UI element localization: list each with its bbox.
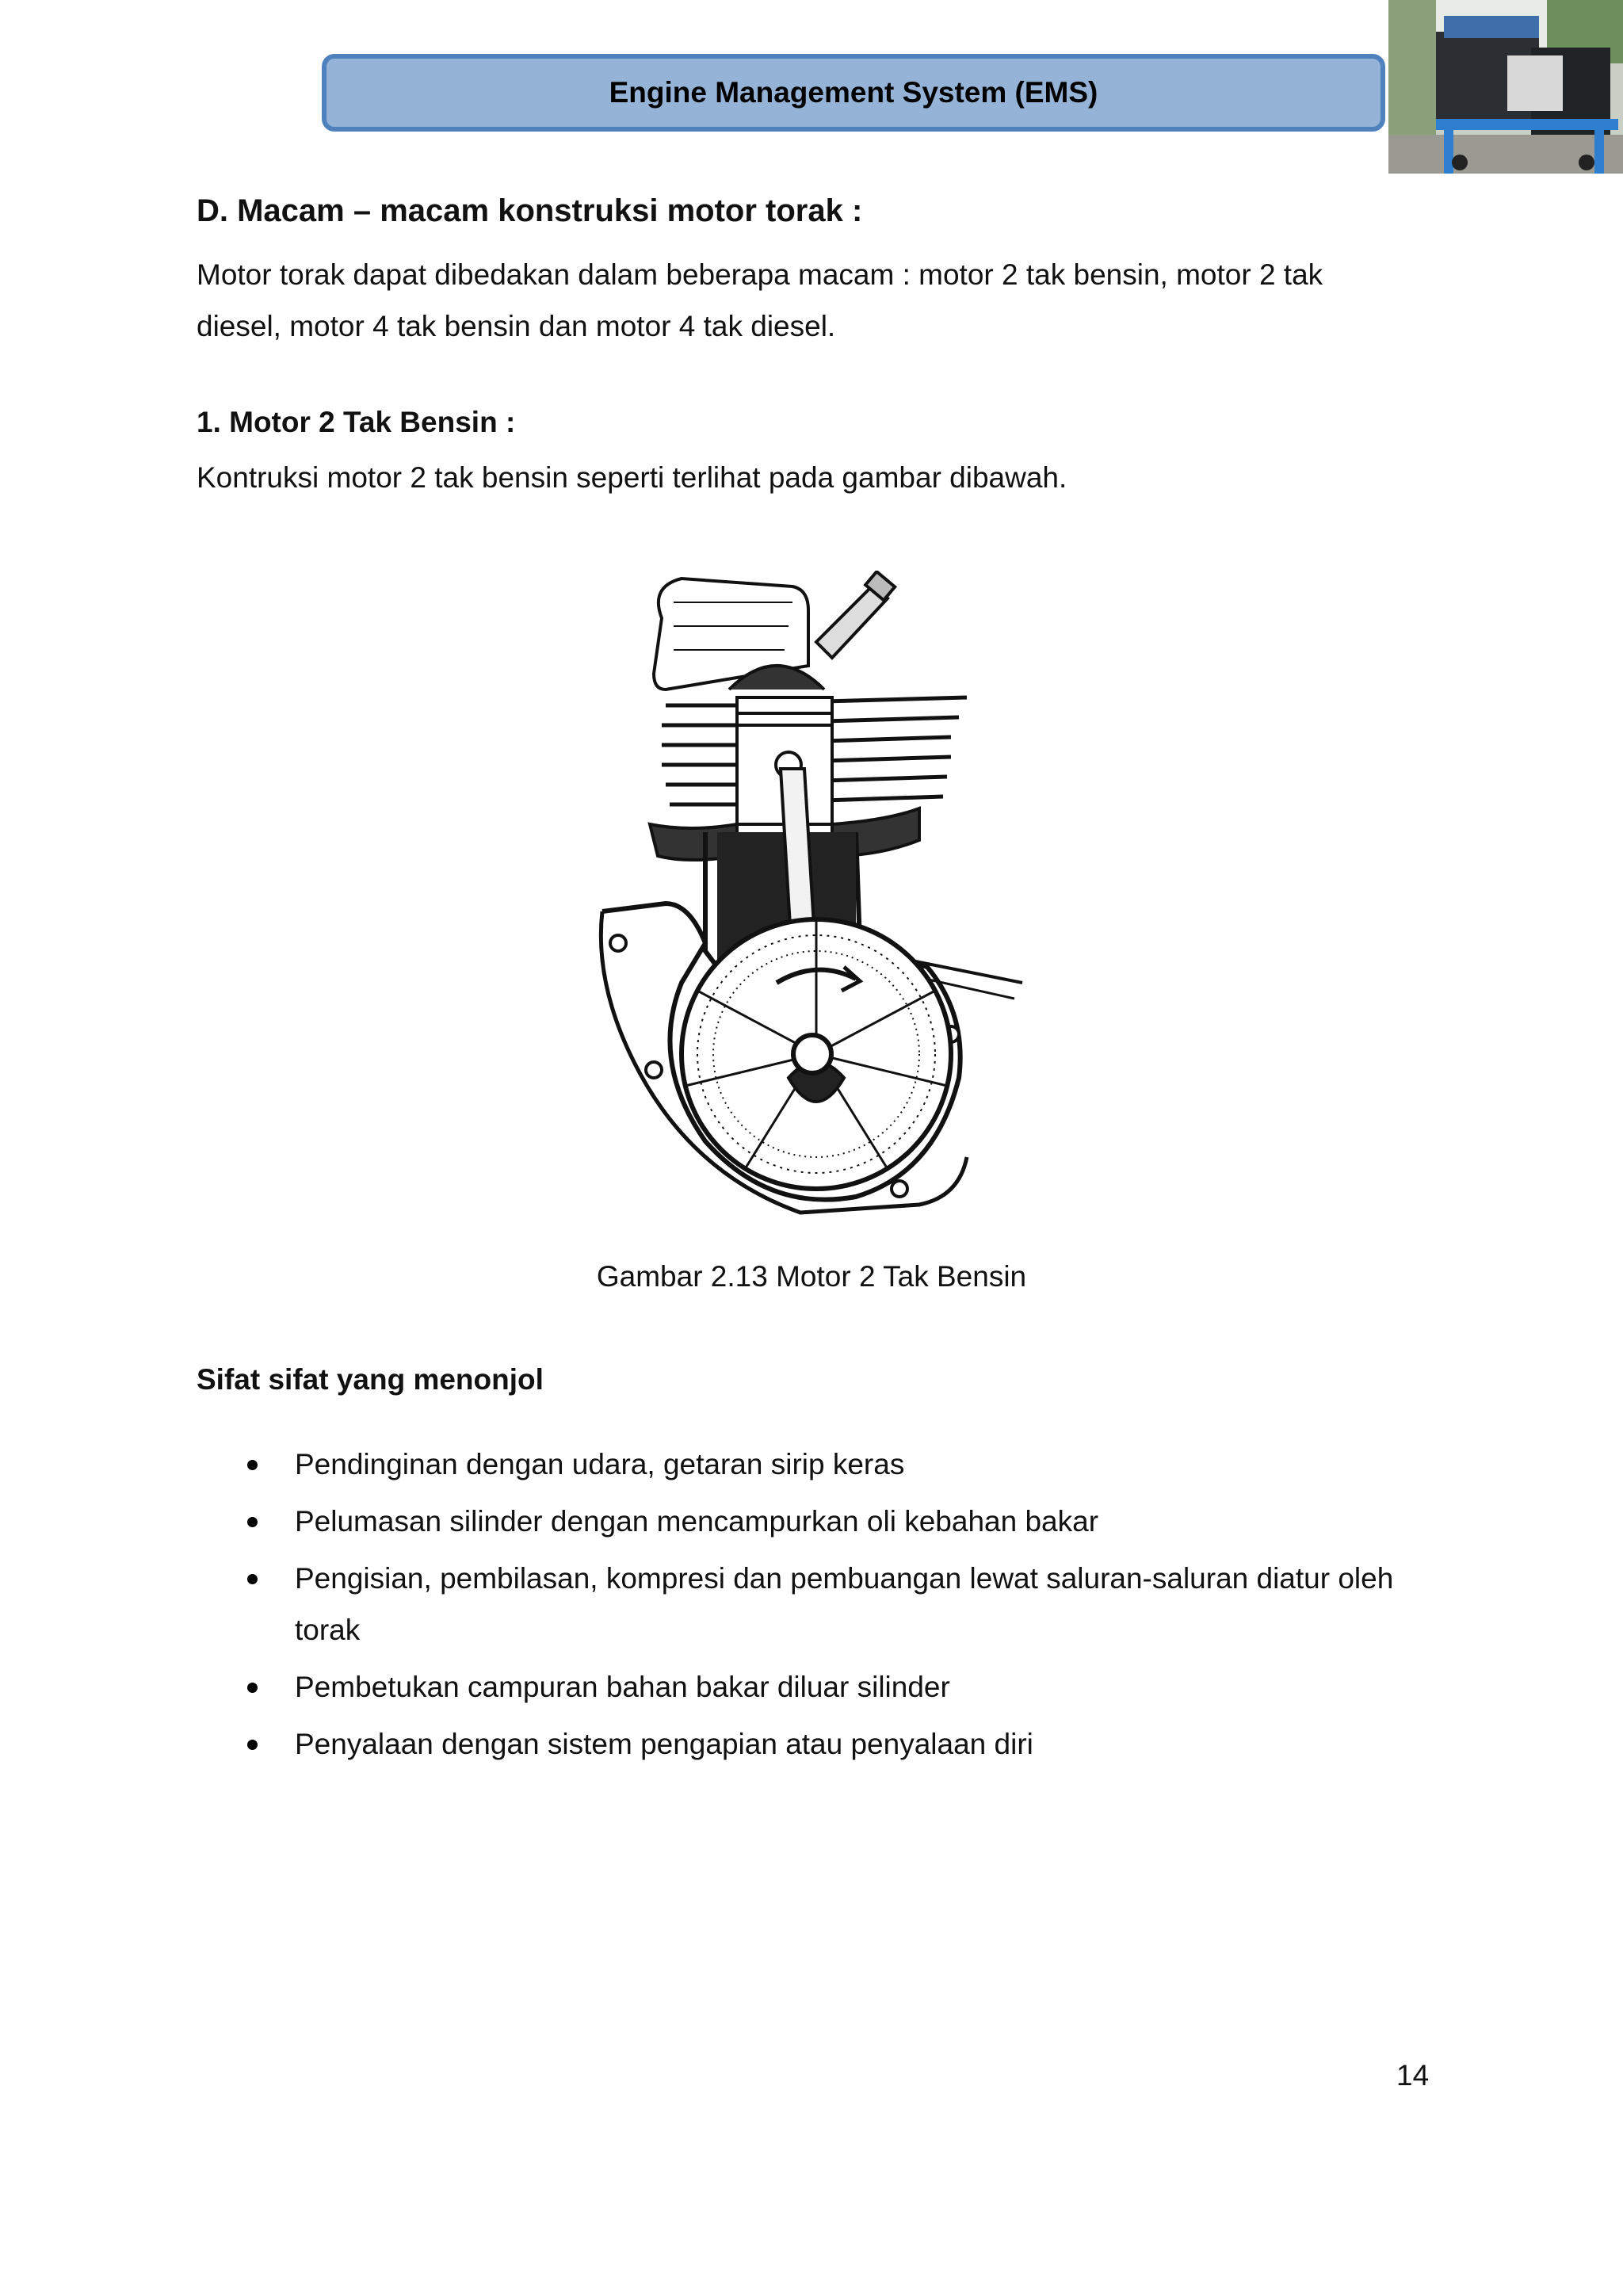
list-item: Pembetukan campuran bahan bakar diluar silinder (197, 1661, 1449, 1713)
bullet-icon (247, 1460, 258, 1470)
list-item: Pendinginan dengan udara, getaran sirip keras (197, 1438, 1449, 1490)
bullet-icon (247, 1683, 258, 1693)
subsection-text: Kontruksi motor 2 tak bensin seperti terlihat pada gambar dibawah. (197, 461, 1067, 494)
bullet-icon (247, 1574, 258, 1584)
figure-caption: Gambar 2.13 Motor 2 Tak Bensin (596, 1260, 1027, 1293)
bullet-icon (247, 1740, 258, 1750)
intro-paragraph-line-2: diesel, motor 4 tak bensin dan motor 4 tak diesel. (197, 310, 836, 342)
two-stroke-engine-illustration (586, 571, 1030, 1228)
header-banner (322, 54, 1385, 132)
properties-list (197, 1438, 1449, 1775)
bullet-icon (247, 1517, 258, 1527)
list-item: Penyalaan dengan sistem pengapian atau penyalaan diri (197, 1718, 1449, 1770)
intro-paragraph-line-1: Motor torak dapat dibedakan dalam beberapa macam : motor 2 tak bensin, motor 2 tak (197, 258, 1323, 291)
list-item: Pengisian, pembilasan, kompresi dan pembuangan lewat saluran-saluran diatur oleh torak (197, 1553, 1449, 1656)
page-number: 14 (1396, 2059, 1430, 2092)
engine-trainer-photo (1388, 0, 1623, 174)
subsection-heading: 1. Motor 2 Tak Bensin : (197, 406, 516, 438)
header-title: Engine Management System (EMS) (609, 76, 1098, 109)
section-heading: D. Macam – macam konstruksi motor torak : (197, 193, 863, 228)
properties-heading: Sifat sifat yang menonjol (197, 1363, 544, 1396)
list-item: Pelumasan silinder dengan mencampurkan oli kebahan bakar (197, 1496, 1449, 1547)
